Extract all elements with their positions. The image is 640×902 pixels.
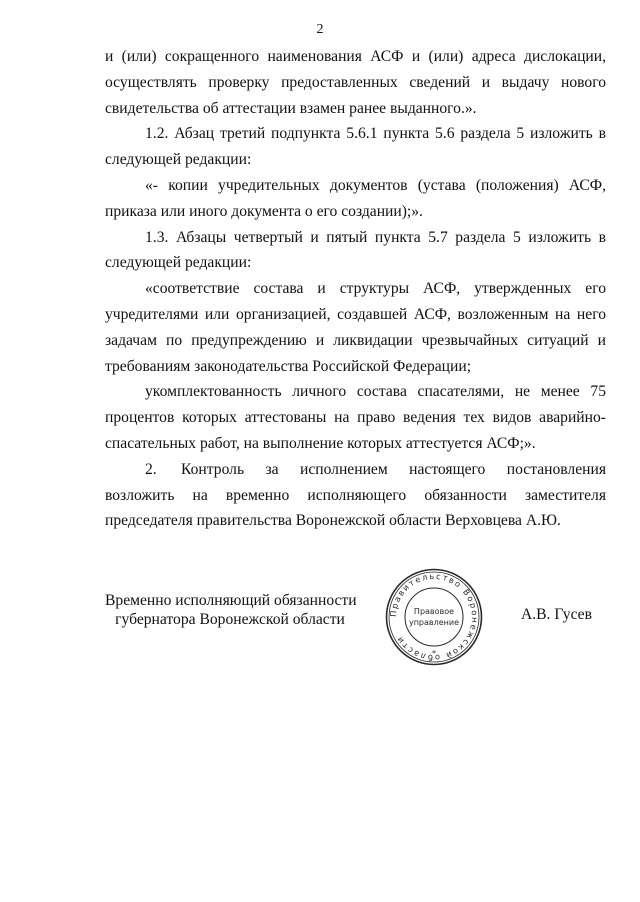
item-number: 2. — [145, 460, 157, 478]
signatory-title-line: губернатора Воронежской области — [115, 611, 345, 628]
seal-inner-line2: управление — [408, 618, 460, 627]
signatory-title-line: Временно исполняющий обязанности — [105, 592, 357, 609]
page-number: 2 — [316, 22, 324, 37]
item-2-paragraph — [105, 457, 606, 534]
paragraph: и (или) сокращенного наименования АСФ и (или) адреса дислокации, осуществлять проверку предоставленных сведений и выдачу нового свидетельства об аттестации взамен ранее выданного.». — [105, 48, 606, 117]
paragraph: укомплектованность личного состава спасателями, не менее 75 процентов которых аттестованы на право ведения тех видов аварийно-спасательных работ, на выполнение которых аттестуется АСФ;». — [105, 383, 606, 452]
paragraph: 1.3. Абзацы четвертый и пятый пункта 5.7 раздела 5 изложить в следующей редакции: — [105, 228, 606, 272]
paragraph: «- копии учредительных документов (устава (положения) АСФ, приказа или иного документа о его создании);». — [105, 176, 606, 220]
paragraph: «соответствие состава и структуры АСФ, утвержденных его учредителями или организацией, создавшей АСФ, возложенным на него задачам по предупреждению и ликвидации чрезвычайных ситуаций и требованиям законодательства Российской Федерации; — [105, 280, 606, 375]
signatory-name: А.В. Гусев — [521, 606, 592, 623]
signatory-title — [105, 591, 355, 629]
seal-graphic — [384, 567, 484, 667]
seal-inner-line1: Правовое — [413, 607, 455, 616]
seal-outer-textpath: Правительство Воронежской области — [387, 570, 481, 664]
official-seal — [384, 567, 484, 667]
item-text: Контроль за исполнением настоящего постановления возложить на временно исполняющего обязанности заместителя председателя правительства Воронежской области Верховцева А.Ю. — [105, 460, 606, 530]
seal-star-icon: * — [432, 649, 436, 658]
paragraph: 1.2. Абзац третий подпункта 5.6.1 пункта 5.6 раздела 5 изложить в следующей редакции: — [105, 125, 606, 169]
document-body — [105, 44, 606, 534]
